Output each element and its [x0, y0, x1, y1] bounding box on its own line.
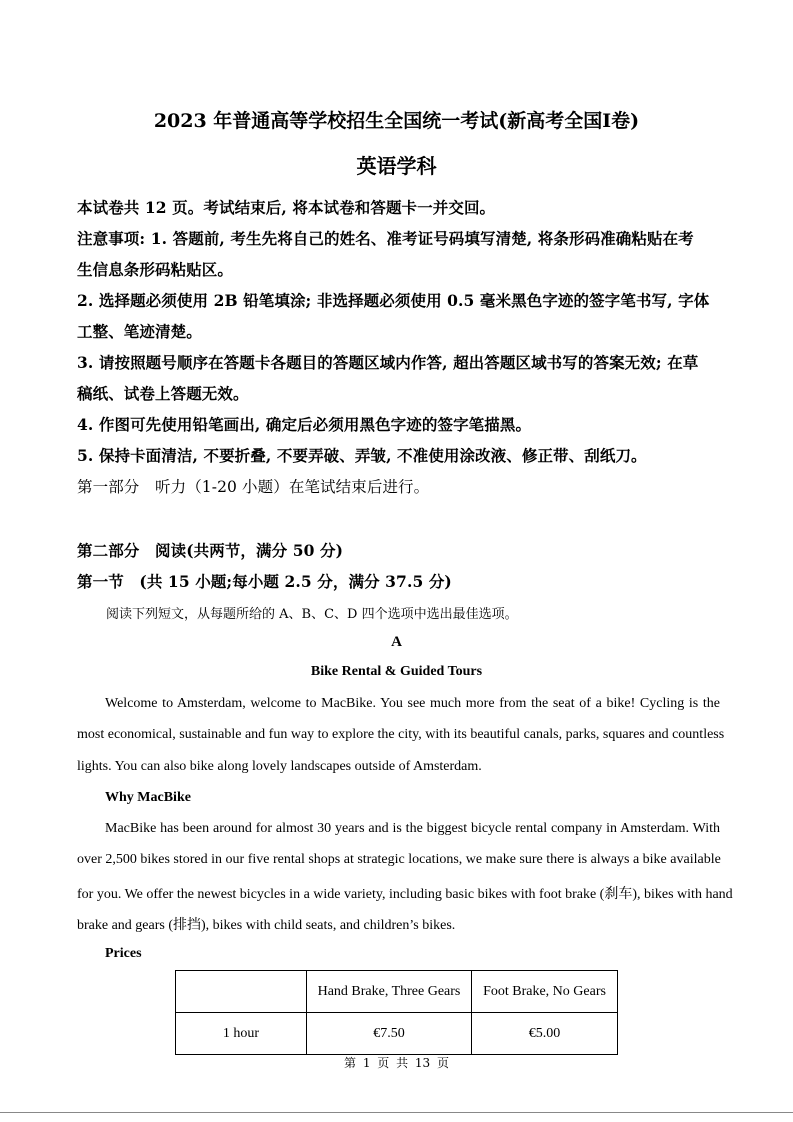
passage-letter: A: [391, 634, 402, 650]
table-header-cell: [176, 971, 307, 1013]
page-divider: [0, 1112, 793, 1113]
passage-title: Bike Rental & Guided Tours: [310, 664, 483, 679]
exam-title: 2023 年普通高等学校招生全国统一考试(新高考全国Ⅰ卷): [153, 110, 640, 132]
subject-title: 英语学科: [356, 154, 437, 178]
why-macbike-heading: Why MacBike: [105, 790, 191, 805]
section1-heading: 第一节 (共 15 小题;每小题 2.5 分，满分 37.5 分): [77, 572, 452, 591]
instruction-line: 2. 选择题必须使用 2B 铅笔填涂; 非选择题必须使用 0.5 毫米黑色字迹的签字笔书写, 字体: [77, 291, 710, 310]
table-header-cell: Hand Brake, Three Gears: [307, 971, 472, 1013]
instruction-line: 稿纸、试卷上答题无效。: [77, 384, 249, 403]
prices-table: [175, 970, 618, 1055]
paragraph-line: most economical, sustainable and fun way to explore the city, with its beautiful canals, parks, squares and countless: [77, 727, 725, 742]
instruction-line: 本试卷共 12 页。考试结束后, 将本试卷和答题卡一并交回。: [77, 198, 496, 217]
paragraph-line: brake and gears (排挡), bikes with child seats, and children’s bikes.: [77, 918, 456, 933]
instruction-line: 生信息条形码粘贴区。: [77, 260, 234, 279]
paragraph-line: over 2,500 bikes stored in our five rental shops at strategic locations, we make sure there is always a bike available: [77, 852, 721, 867]
part2-heading: 第二部分 阅读(共两节，满分 50 分): [77, 541, 344, 560]
table-cell: €7.50: [307, 1013, 472, 1055]
reading-direction: 阅读下列短文，从每题所给的 A、B、C、D 四个选项中选出最佳选项。: [106, 607, 518, 622]
prices-heading: Prices: [105, 946, 142, 961]
instruction-line: 5. 保持卡面清洁, 不要折叠, 不要弄破、弄皱, 不准使用涂改液、修正带、刮纸刀。: [77, 446, 647, 465]
table-header-cell: Foot Brake, No Gears: [472, 971, 618, 1013]
paragraph-line: for you. We offer the newest bicycles in a wide variety, including basic bikes with foot brake (刹车), bikes with hand: [77, 887, 733, 902]
instruction-line: 4. 作图可先使用铅笔画出, 确定后必须用黑色字迹的签字笔描黑。: [77, 415, 532, 434]
table-cell: €5.00: [472, 1013, 618, 1055]
instruction-line: 3. 请按照题号顺序在答题卡各题目的答题区域内作答, 超出答题区域书写的答案无效; 在草: [77, 353, 699, 372]
paragraph-line: MacBike has been around for almost 30 years and is the biggest bicycle rental company in Amsterdam. With: [105, 821, 720, 836]
table-cell: 1 hour: [176, 1013, 307, 1055]
part1-note: 第一部分 听力（1-20 小题）在笔试结束后进行。: [77, 478, 430, 496]
table-row: [176, 1013, 618, 1055]
instruction-line: 工整、笔迹清楚。: [77, 322, 202, 341]
instruction-line: 注意事项: 1. 答题前, 考生先将自己的姓名、准考证号码填写清楚, 将条形码准确粘贴在考: [77, 229, 694, 248]
paragraph-line: Welcome to Amsterdam, welcome to MacBike. You see much more from the seat of a bike! Cycling is the: [105, 696, 720, 711]
table-header-row: [176, 971, 618, 1013]
paragraph-line: lights. You can also bike along lovely landscapes outside of Amsterdam.: [77, 759, 482, 774]
page-number: 第 1 页 共 13 页: [344, 1056, 449, 1070]
